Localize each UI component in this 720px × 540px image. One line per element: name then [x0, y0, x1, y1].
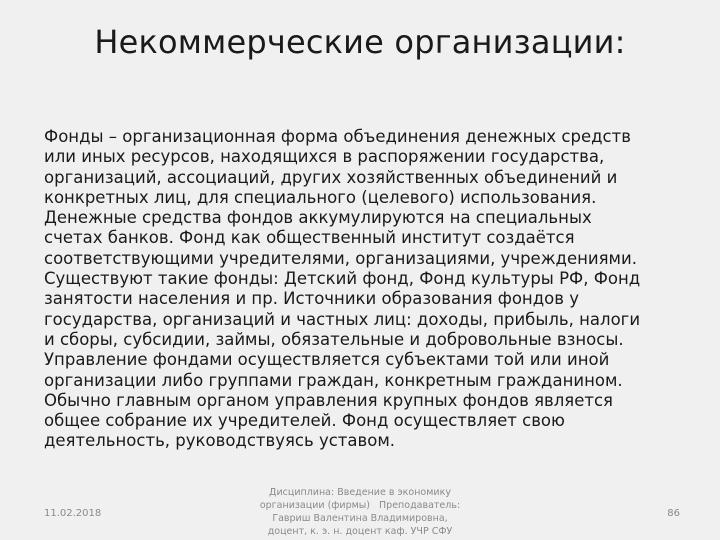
slide-body-text: Фонды – организационная форма объединения денежных средств или иных ресурсов, находящихся в распоряжении государства, организаций, ассоциаций, других хозяйственных объединений и конкретных лиц, для специального (целевого) использования. Денежные средства фондов аккумулируются на специальных счетах банков. Фонд как общественный институт создаётся соответствующими учредителями, организациями, учреждениями. Существуют такие фонды: Детский фонд, Фонд культуры РФ, Фонд занятости населения и пр. Источники образования фондов у государства, организаций и частных лиц: доходы, прибыль, налоги и сборы, субсидии, займы, обязательные и добровольные взносы. Управление фондами осуществляется субъектами той или иной организации либо группами граждан, конкретным гражданином. Обычно главным органом управления крупных фондов является общее собрание их учредителей. Фонд осуществляет свою деятельность, руководствуясь уставом.: [44, 127, 641, 451]
footer-date: 11.02.2018: [44, 508, 102, 519]
page-number: 86: [667, 508, 680, 519]
footer-course-info: Дисциплина: Введение в экономику организации (фирмы) Преподаватель: Гавриш Валентина Владимировна, доцент, к. э. н. доцент каф. УЧР СФУ: [259, 487, 461, 537]
slide-title: Некоммерческие организации:: [94, 23, 626, 61]
